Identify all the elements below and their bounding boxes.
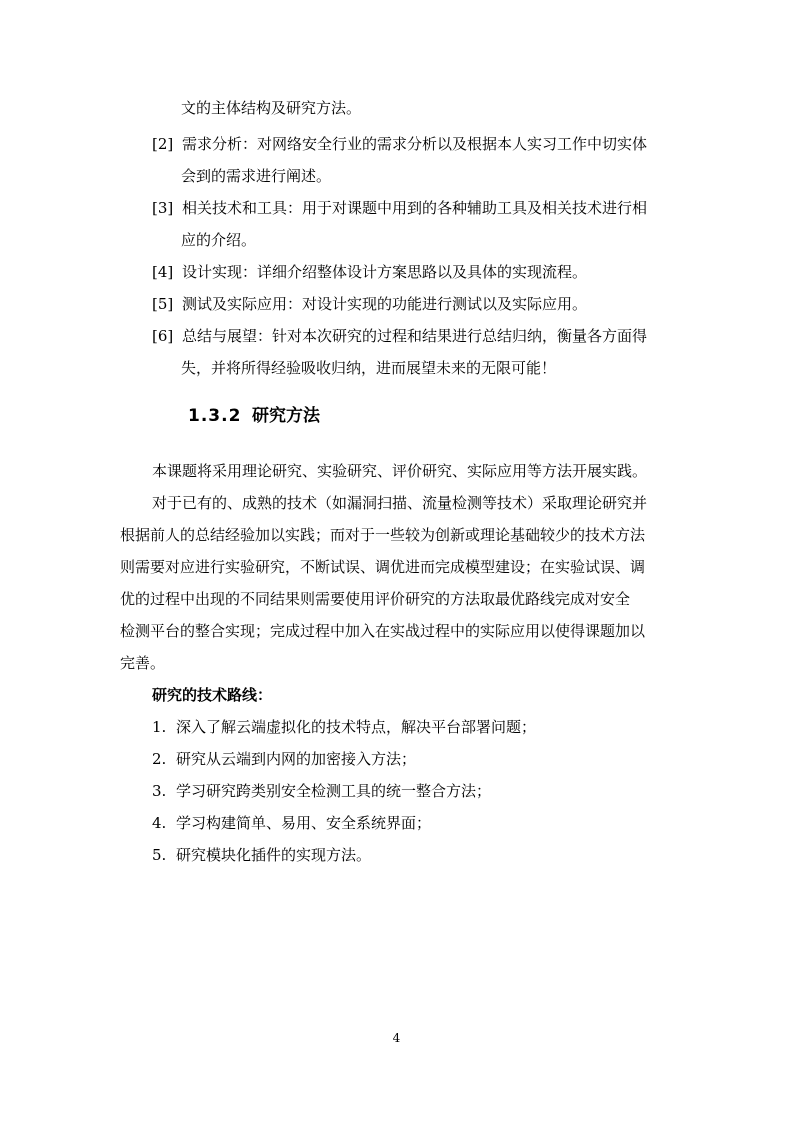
route-item-text: 学习研究跨类别安全检测工具的统一整合方法； [176,782,492,800]
list-item-text: 总结与展望：针对本次研究的过程和结果进行总结归纳，衡量各方面得 [182,327,648,345]
section-number: 1.3.2 [188,406,242,426]
route-item-text: 深入了解云端虚拟化的技术特点，解决平台部署问题； [176,718,537,736]
route-item-number: 4. [152,814,167,832]
route-item-text: 学习构建简单、易用、安全系统界面； [176,814,432,832]
route-item [152,717,536,737]
list-item-number: [3] [152,199,174,217]
list-item-number: [4] [152,263,174,281]
paragraph-line: 检测平台的整合实现；完成过程中加入在实战过程中的实际应用以使得课题加以 [120,622,646,640]
route-item-number: 5. [152,846,167,864]
list-item-text: 相关技术和工具：用于对课题中用到的各种辅助工具及相关技术进行相 [182,199,648,217]
route-item [152,845,371,865]
list-item-4 [152,262,587,282]
route-label: 研究的技术路线： [152,686,273,704]
route-item-text: 研究从云端到内网的加密接入方法； [176,750,417,768]
paragraph-line: 完善。 [120,654,166,672]
route-item [152,813,431,833]
list-item-text: 需求分析：对网络安全行业的需求分析以及根据本人实习工作中切实体 [182,135,648,153]
list-item-number: [2] [152,135,174,153]
section-heading [188,404,320,428]
page-number: 4 [392,1031,401,1045]
paragraph-line: 根据前人的总结经验加以实践；而对于一些较为创新或理论基础较少的技术方法 [120,526,646,544]
route-item-text: 研究模块化插件的实现方法。 [176,846,372,864]
route-item-number: 2. [152,750,167,768]
list-item-text: 设计实现：详细介绍整体设计方案思路以及具体的实现流程。 [182,263,588,281]
list-item-3-continuation: 应的介绍。 [181,231,257,249]
list-item-number: [6] [152,327,174,345]
route-item [152,781,491,801]
list-item-5 [152,294,587,314]
list-item-2 [152,134,647,154]
route-item [152,749,416,769]
route-item-number: 1. [152,718,167,736]
list-item-text: 测试及实际应用：对设计实现的功能进行测试以及实际应用。 [182,295,588,313]
list-item-6 [152,326,647,346]
list-item-3 [152,198,647,218]
paragraph-line: 本课题将采用理论研究、实验研究、评价研究、实际应用等方法开展实践。 [152,462,648,480]
paragraph-line: 则需要对应进行实验研究，不断试误、调优进而完成模型建设；在实验试误、调 [120,558,646,576]
section-title: 研究方法 [252,406,320,426]
list-item-continuation: 文的主体结构及研究方法。 [181,99,362,117]
route-item-number: 3. [152,782,167,800]
list-item-number: [5] [152,295,174,313]
list-item-2-continuation: 会到的需求进行阐述。 [181,167,332,185]
list-item-6-continuation: 失，并将所得经验吸收归纳，进而展望未来的无限可能！ [181,359,557,377]
paragraph-line: 优的过程中出现的不同结果则需要使用评价研究的方法取最优路线完成对安全 [120,590,631,608]
paragraph-line: 对于已有的、成熟的技术（如漏洞扫描、流量检测等技术）采取理论研究并 [152,494,648,512]
